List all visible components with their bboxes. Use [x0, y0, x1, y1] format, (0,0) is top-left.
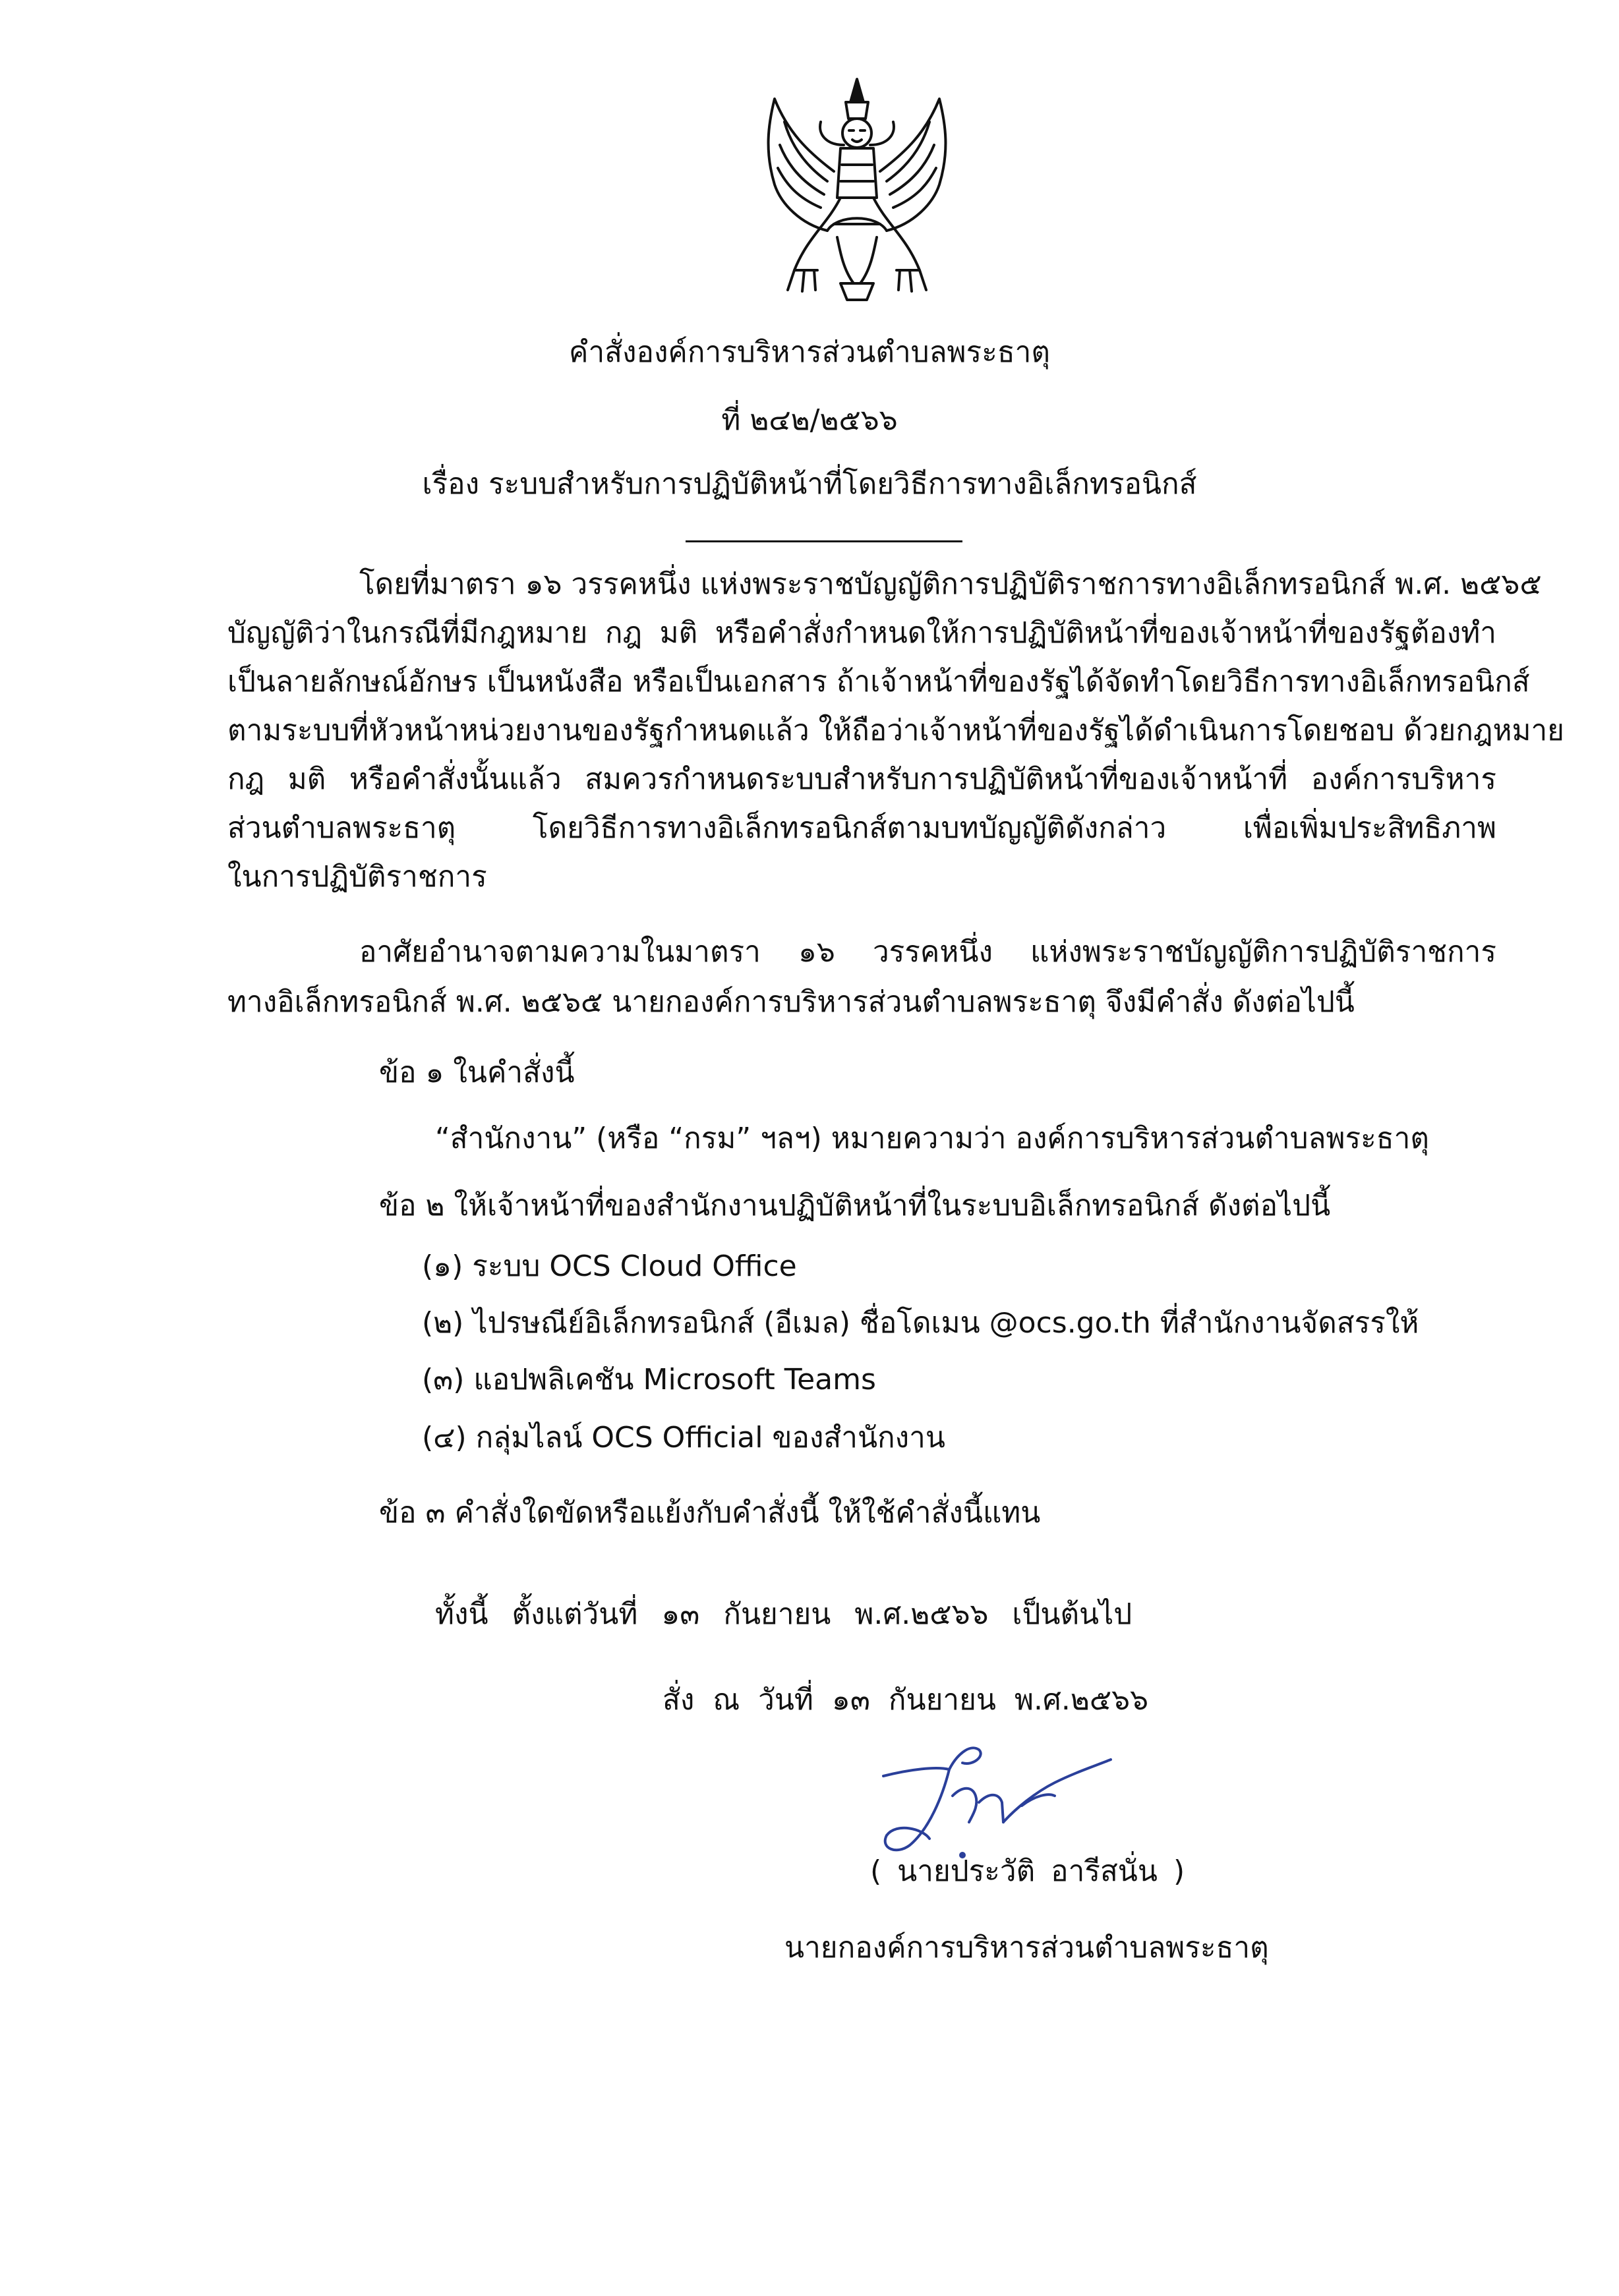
order-title: คำสั่งองค์การบริหารส่วนตำบลพระธาตุ [569, 335, 1050, 369]
clause-3: ข้อ ๓ คำสั่งใดขัดหรือแย้งกับคำสั่งนี้ ให้ใช้คำสั่งนี้แทน [379, 1496, 1041, 1530]
effective-date: ทั้งนี้ ตั้งแต่วันที่ ๑๓ กันยายน พ.ศ.๒๕๖๖ เป็นต้นไป [435, 1597, 1133, 1631]
para1-line: ตามระบบที่หัวหน้าหน่วยงานของรัฐกำหนดแล้ว ให้ถือว่าเจ้าหน้าที่ของรัฐได้ดำเนินการโดยชอบ ด้วยกฎหมาย [227, 714, 1564, 747]
para2-line: อาศัยอำนาจตามความในมาตรา ๑๖ วรรคหนึ่ง แห่งพระราชบัญญัติการปฏิบัติราชการ [359, 935, 1496, 969]
clause-1: ข้อ ๑ ในคำสั่งนี้ [379, 1056, 575, 1089]
garuda-emblem-icon [728, 72, 986, 310]
para1-line: ส่วนตำบลพระธาตุ โดยวิธีการทางอิเล็กทรอนิกส์ตามบทบัญญัติดังกล่าว เพื่อเพิ่มประสิทธิภาพ [227, 811, 1496, 845]
clause-2-item: (๑) ระบบ OCS Cloud Office [422, 1249, 797, 1283]
clause-2: ข้อ ๒ ให้เจ้าหน้าที่ของสำนักงานปฏิบัติหน้าที่ในระบบอิเล็กทรอนิกส์ ดังต่อไปนี้ [379, 1189, 1331, 1222]
clause-2-item: (๔) กลุ่มไลน์ OCS Official ของสำนักงาน [422, 1421, 945, 1454]
para1-line: ในการปฏิบัติราชการ [227, 860, 487, 894]
clause-1-definition: “สำนักงาน” (หรือ “กรม” ฯลฯ) หมายความว่า องค์การบริหารส่วนตำบลพระธาตุ [435, 1122, 1429, 1155]
order-subject: เรื่อง ระบบสำหรับการปฏิบัติหน้าที่โดยวิธีการทางอิเล็กทรอนิกส์ [422, 467, 1197, 501]
signature-image [857, 1730, 1121, 1868]
ordered-date: สั่ง ณ วันที่ ๑๓ กันยายน พ.ศ.๒๕๖๖ [662, 1683, 1149, 1717]
title-divider [686, 540, 962, 542]
signer-title: นายกองค์การบริหารส่วนตำบลพระธาตุ [784, 1931, 1269, 1965]
para1-line: เป็นลายลักษณ์อักษร เป็นหนังสือ หรือเป็นเอกสาร ถ้าเจ้าหน้าที่ของรัฐได้จัดทำโดยวิธีการทางอิเล็กทรอนิกส์ [227, 665, 1530, 699]
clause-2-item: (๓) แอปพลิเคชัน Microsoft Teams [422, 1363, 876, 1396]
order-number: ที่ ๒๔๒/๒๕๖๖ [721, 403, 898, 437]
para1-line: กฎ มติ หรือคำสั่งนั้นแล้ว สมควรกำหนดระบบสำหรับการปฏิบัติหน้าที่ของเจ้าหน้าที่ องค์การบริหาร [227, 762, 1496, 796]
signer-name: ( นายประวัติ อารีสนั่น ) [870, 1854, 1185, 1888]
para1-line: โดยที่มาตรา ๑๖ วรรคหนึ่ง แห่งพระราชบัญญัติการปฏิบัติราชการทางอิเล็กทรอนิกส์ พ.ศ. ๒๕๖๕ [359, 567, 1542, 601]
para2-line: ทางอิเล็กทรอนิกส์ พ.ศ. ๒๕๖๕ นายกองค์การบริหารส่วนตำบลพระธาตุ จึงมีคำสั่ง ดังต่อไปนี้ [227, 985, 1355, 1019]
para1-line: บัญญัติว่าในกรณีที่มีกฎหมาย กฎ มติ หรือคำสั่งกำหนดให้การปฏิบัติหน้าที่ของเจ้าหน้าที่ของรัฐต้องทำ [227, 616, 1496, 650]
clause-2-item: (๒) ไปรษณีย์อิเล็กทรอนิกส์ (อีเมล) ชื่อโดเมน @ocs.go.th ที่สำนักงานจัดสรรให้ [422, 1306, 1419, 1340]
